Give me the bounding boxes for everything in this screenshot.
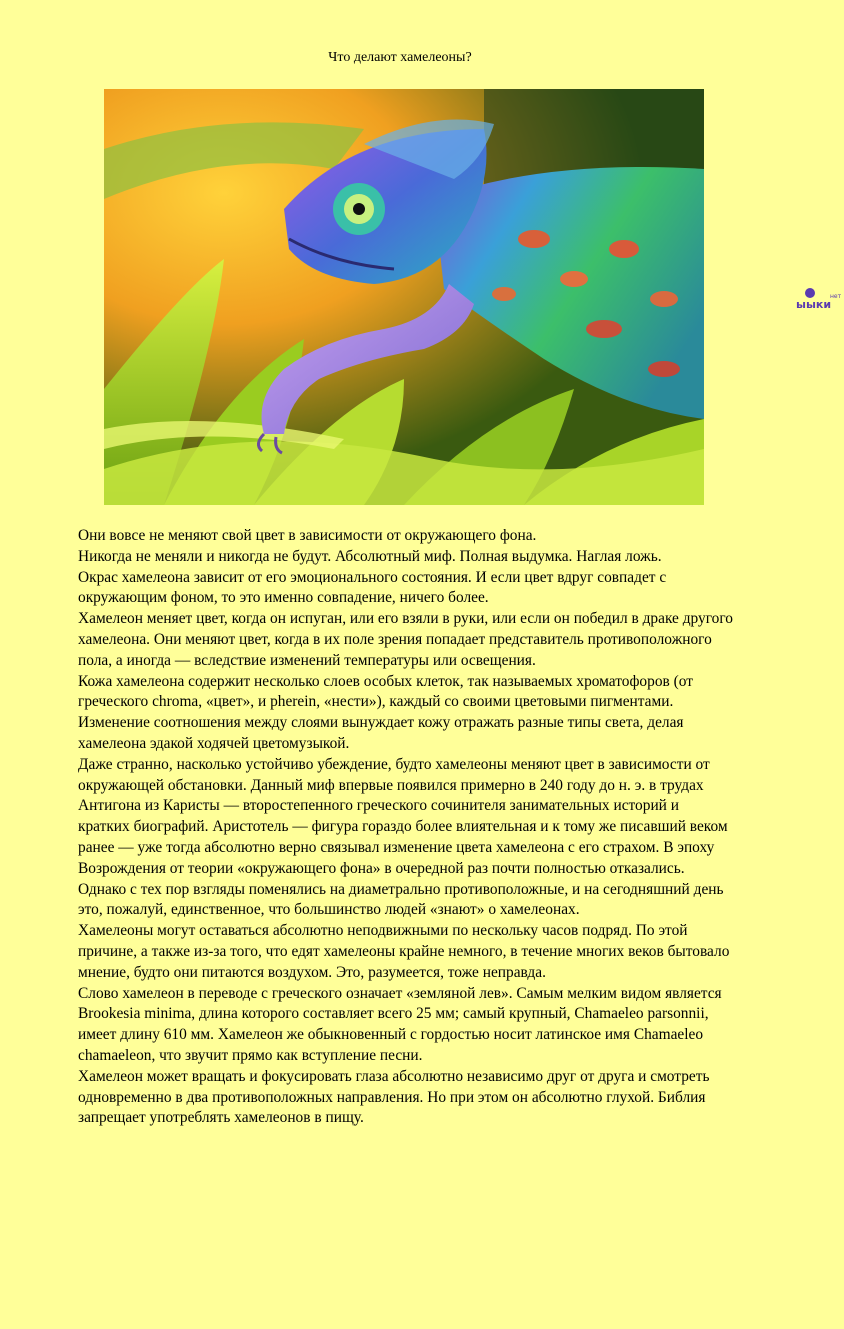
paragraph: Слово хамелеон в переводе с греческого означает «земляной лев». Самым мелким видом является Brookesia minima, длина которого составляет всего 25 мм; самый крупный, Chamaeleo parsonnii, имеет длину 610 мм. Хамелеон же обыкновенный с гордостью носит латинское имя Chamaeleo chamaeleon, что звучит прямо как вступление песни. bbox=[78, 984, 722, 1064]
paragraph: Хамелеоны могут оставаться абсолютно неподвижными по нескольку часов подряд. По этой причине, а также из-за того, что едят хамелеоны крайне немного, в течение многих веков бытовало мнение, будто они питаются воздухом. Это, разумеется, тоже неправда. bbox=[78, 922, 730, 981]
paragraph: Кожа хамелеона содержит несколько слоев особых клеток, так называемых хроматофоров (от греческого chroma, «цвет», и pherein, «нести»), каждый со своими цветовыми пигментами. Изменение соотношения между слоями вынуждает кожу отражать разные типы света, делая хамелеона эдакой ходячей цветомузыкой. bbox=[78, 672, 693, 752]
article-body bbox=[78, 526, 733, 1129]
paragraph: Хамелеон может вращать и фокусировать глаза абсолютно независимо друг от друга и смотреть одновременно в два противоположных направления. Но при этом он абсолютно глухой. Библия запрещает употреблять хамелеонов в пищу. bbox=[78, 1067, 710, 1127]
chameleon-photo bbox=[104, 89, 842, 505]
paragraph: Даже странно, насколько устойчиво убеждение, будто хамелеоны меняют цвет в зависимости от окружающей обстановки. Данный миф впервые появился примерно в 240 году до н. э. в трудах Антигона из Каристы — второстепенного греческого сочинителя занимательных историй и кратких биографий. Аристотель — фигура гораздо более влиятельная и к тому же писавший веком ранее — уже тогда абсолютно верно связывал изменение цвета хамелеона с его страхом. В эпоху Возрождения от теории «окружающего фона» в очередной раз почти полностью отказались. Однако с тех пор взгляды поменялись на диаметрально противоположные, и на сегодняшний день это, пожалуй, единственное, что большинство людей «знают» о хамелеонах. bbox=[78, 755, 728, 919]
page-title: Что делают хамелеоны? bbox=[328, 50, 472, 65]
paragraph: Хамелеон меняет цвет, когда он испуган, или его взяли в руки, или если он победил в драке другого хамелеона. Они меняют цвет, когда в их поле зрения попадает представитель противоположного пола, а иногда — вследствие изменений температуры или освещения. bbox=[78, 610, 733, 669]
paragraph: Никогда не меняли и никогда не будут. Абсолютный миф. Полная выдумка. Наглая ложь. bbox=[78, 547, 662, 565]
watermark-text: ыыки bbox=[796, 298, 832, 311]
paragraph: Окрас хамелеона зависит от его эмоционального состояния. И если цвет вдруг совпадет с окружающим фоном, то это именно совпадение, ничего более. bbox=[78, 568, 667, 607]
watermark-logo bbox=[794, 286, 844, 312]
svg-text:нет: нет bbox=[830, 293, 842, 300]
paragraph: Они вовсе не меняют свой цвет в зависимости от окружающего фона. bbox=[78, 527, 537, 544]
